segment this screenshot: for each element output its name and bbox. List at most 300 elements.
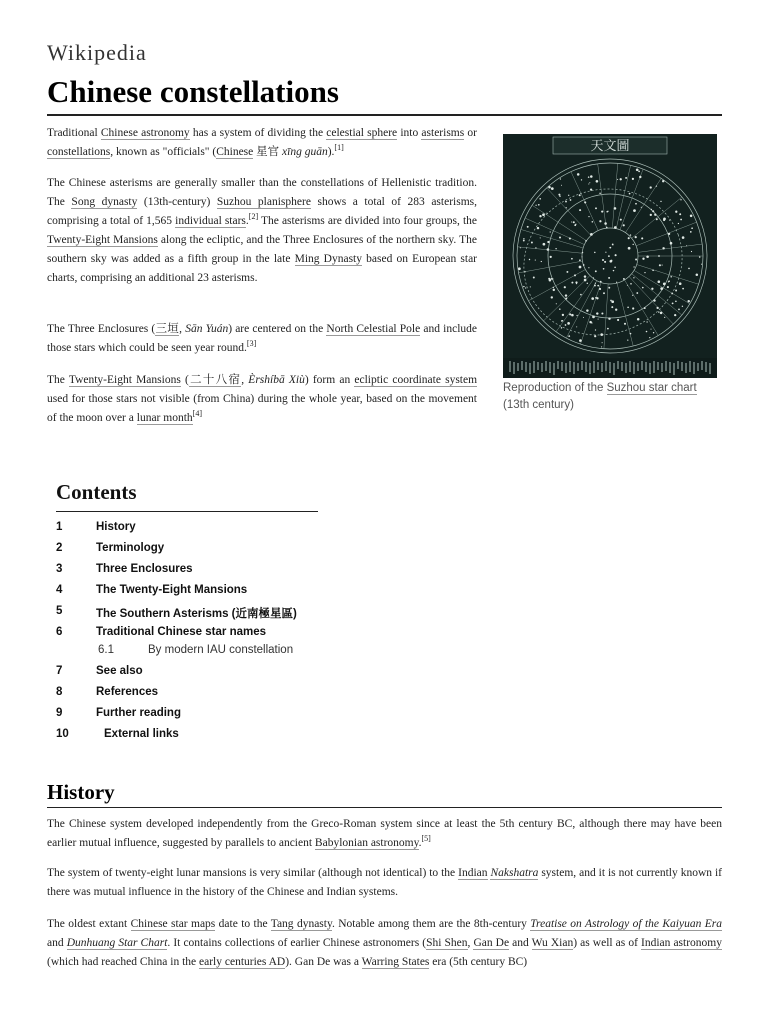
link-chinese-star-maps[interactable]: Chinese star maps [130, 918, 216, 930]
toc-item-terminology[interactable] [56, 539, 318, 560]
chart-star [690, 215, 693, 218]
link-warring-states[interactable]: Warring States [361, 956, 430, 968]
chart-star [597, 285, 599, 287]
chart-star [599, 220, 601, 222]
text: (13th-century) [137, 196, 217, 208]
chart-star [687, 300, 689, 302]
chart-star [642, 258, 644, 260]
chart-star [658, 255, 660, 257]
figure-caption [503, 380, 717, 414]
text: along the ecliptic, and the Three Enclosures of the northern sky. The southern sky was added as a fifth group in the late [47, 234, 477, 265]
chart-star [600, 333, 603, 336]
chart-star [615, 254, 617, 256]
chart-star [679, 213, 681, 215]
chart-inscription-mark [617, 361, 619, 369]
chart-star [660, 312, 663, 315]
chart-star [596, 312, 598, 314]
chart-star [678, 309, 680, 311]
chart-star [547, 248, 550, 251]
chart-star [603, 292, 605, 294]
chart-inscription-mark [685, 363, 687, 373]
chart-star [588, 183, 589, 184]
intro-paragraph-4 [47, 371, 477, 428]
chart-star [551, 296, 553, 298]
toc-item-references[interactable] [56, 683, 318, 704]
link-ecliptic-coordinate-system[interactable]: ecliptic coordinate system [354, 374, 478, 386]
chart-star [539, 198, 541, 200]
chart-star [541, 261, 542, 262]
chart-inscription-mark [621, 362, 623, 371]
text: , [179, 323, 186, 335]
chart-star [588, 176, 590, 178]
chart-star [653, 332, 654, 333]
chart-inscription-mark [701, 361, 703, 370]
chart-star [579, 266, 582, 269]
chart-star [595, 283, 596, 284]
link-ming-dynasty[interactable]: Ming Dynasty [294, 253, 363, 265]
toc-number: 5 [56, 605, 63, 617]
toc-item-external-links[interactable] [56, 725, 318, 746]
link-chinese-astronomy[interactable]: Chinese astronomy [100, 127, 190, 139]
chart-star [539, 215, 541, 217]
text: , known as "officials" ( [110, 146, 217, 158]
chart-star [535, 247, 536, 248]
toc-number: 4 [56, 584, 63, 596]
chart-star [690, 231, 692, 233]
chart-star [644, 307, 646, 309]
chart-star [656, 185, 657, 186]
chart-star [579, 194, 581, 196]
link-indian[interactable]: Indian [458, 867, 488, 879]
toc-subitem-iau-constellation[interactable] [56, 644, 318, 662]
chart-star [603, 268, 605, 270]
chart-star [668, 281, 669, 282]
link-gan-de[interactable]: Gan De [473, 937, 510, 949]
chart-star [571, 282, 573, 284]
toc-label[interactable]: Three Enclosures [96, 563, 193, 575]
chart-star [616, 282, 617, 283]
chart-star [592, 221, 594, 223]
chart-inscription-mark [601, 363, 603, 372]
chart-star [614, 267, 616, 269]
chart-star [595, 297, 597, 299]
chart-star [535, 205, 536, 206]
chart-inscription-mark [525, 362, 527, 372]
chart-star [674, 314, 676, 316]
chart-star [567, 322, 570, 325]
chart-star [589, 182, 590, 183]
chart-star [606, 211, 608, 213]
toc-number: 3 [56, 563, 63, 575]
chart-star [594, 335, 596, 337]
chart-star [561, 327, 562, 328]
intro-paragraph-2 [47, 174, 477, 288]
link-suzhou-star-chart[interactable]: Suzhou star chart [606, 382, 697, 394]
chart-inscription-mark [557, 361, 559, 369]
chart-star [646, 331, 648, 333]
link-twenty-eight-mansions-2[interactable]: Twenty-Eight Mansions [68, 374, 181, 386]
chart-star [564, 286, 566, 288]
toc-label[interactable]: Terminology [96, 542, 165, 554]
chart-star [601, 346, 602, 347]
chart-inscription-mark [689, 361, 691, 372]
text: The system of twenty-eight lunar mansions is very similar (although not identical) to the [47, 867, 459, 879]
link-twenty-eight-mansions[interactable]: Twenty-Eight Mansions [47, 234, 158, 246]
reference-link[interactable]: [4] [192, 409, 202, 419]
chart-star [581, 179, 582, 180]
chart-star [561, 185, 562, 186]
text: and [47, 937, 67, 949]
link-treatise-kaiyuan[interactable]: Treatise on Astrology of the Kaiyuan Era [530, 918, 722, 930]
toc-number: 7 [56, 665, 63, 677]
chart-star [672, 302, 674, 304]
chart-inscription-mark [697, 363, 699, 371]
chart-star [523, 238, 524, 239]
chart-star [553, 287, 554, 288]
toc-number: 1 [56, 521, 63, 533]
chart-star [547, 241, 549, 243]
chart-star [652, 210, 654, 212]
chart-star [613, 270, 614, 271]
chart-star [550, 231, 551, 232]
chart-star [667, 286, 669, 288]
link-north-celestial-pole[interactable]: North Celestial Pole [326, 323, 421, 335]
chart-inscription-mark [665, 361, 667, 371]
chart-star [579, 259, 581, 261]
chart-star [579, 339, 582, 342]
text: The asterisms are divided into four groups, the [258, 215, 477, 227]
chart-star [624, 323, 626, 325]
chart-star [669, 220, 670, 221]
chart-star [599, 288, 601, 290]
chart-star [518, 267, 521, 270]
link-early-centuries-ad[interactable]: early centuries AD [199, 956, 286, 968]
chart-star [570, 199, 572, 201]
chart-star [608, 255, 610, 257]
chart-inscription-mark [681, 362, 683, 371]
chart-star [678, 223, 679, 224]
chart-star [609, 247, 611, 249]
toc-item-twenty-eight-mansions[interactable] [56, 581, 318, 602]
toc-item-history[interactable] [56, 518, 318, 539]
chart-inscription-mark [589, 363, 591, 374]
chart-star [699, 256, 701, 258]
star-chart-drawing [503, 134, 717, 378]
chart-star [566, 207, 567, 208]
text: ) as well as of [573, 937, 641, 949]
reference-link[interactable]: [5] [421, 834, 431, 844]
chart-inscription-mark [585, 362, 587, 372]
chart-star [537, 227, 539, 229]
link-song-dynasty[interactable]: Song dynasty [71, 196, 138, 208]
chart-star [670, 276, 672, 278]
chart-star [538, 204, 540, 206]
chart-star [656, 218, 658, 220]
chart-star [632, 307, 634, 309]
link-tang-dynasty[interactable]: Tang dynasty [270, 918, 332, 930]
chart-star [651, 209, 652, 210]
text: shows a total of 283 asterisms, comprising a total of 1,565 [47, 196, 477, 227]
chart-star [641, 237, 643, 239]
toc-label[interactable]: References [96, 686, 159, 698]
chart-star [658, 280, 661, 283]
chart-star [658, 311, 659, 312]
reference-link[interactable]: [1] [334, 143, 344, 153]
text: into [397, 127, 422, 139]
chart-star [663, 218, 666, 221]
chart-inscription-mark [633, 362, 635, 374]
toc-label[interactable]: The Southern Asterisms (近南極星區) [96, 608, 297, 620]
reference-link[interactable]: [2] [248, 212, 259, 222]
chart-star [659, 264, 661, 266]
link-lunar-month[interactable]: lunar month [136, 412, 193, 424]
chart-star [524, 271, 525, 272]
chart-star [595, 270, 597, 272]
history-paragraph-3 [47, 915, 722, 972]
chart-star [646, 321, 647, 322]
toc-number: 6.1 [98, 644, 114, 656]
reference-link[interactable]: [3] [246, 339, 257, 349]
chart-inscription-mark [641, 361, 643, 370]
chart-star [612, 244, 613, 245]
chart-inscription-mark [653, 361, 655, 373]
chart-star [630, 283, 632, 285]
chart-star [591, 322, 592, 323]
chart-star [611, 306, 613, 308]
text: The Chinese asterisms are generally smaller than the constellations of Hellenistic tradition. The [47, 177, 477, 208]
toc-item-see-also[interactable] [56, 662, 318, 683]
toc-item-star-names[interactable] [56, 623, 318, 644]
link-asterisms[interactable]: asterisms [421, 127, 465, 139]
link-chinese[interactable]: Chinese [216, 146, 254, 158]
chart-star [630, 234, 631, 235]
link-individual-stars[interactable]: individual stars [175, 215, 246, 227]
toc-item-further-reading[interactable] [56, 704, 318, 725]
link-indian-astronomy[interactable]: Indian astronomy [640, 937, 722, 949]
chart-inscription-mark [609, 362, 611, 373]
chart-star [584, 279, 587, 282]
chart-star [628, 247, 631, 250]
chart-star [576, 283, 577, 284]
text: used for those stars not visible (from China) during the whole year, based on the movement of the moon over a [47, 393, 477, 424]
toc-label[interactable]: Further reading [96, 707, 181, 719]
chart-inscription-mark [581, 361, 583, 370]
intro-paragraph-1 [47, 124, 477, 162]
chart-star [652, 269, 654, 271]
chart-star [675, 301, 677, 303]
toc-number: 10 [56, 728, 69, 740]
chart-star [632, 295, 633, 296]
link-babylonian-astronomy[interactable]: Babylonian astronomy [314, 837, 419, 849]
chart-star [565, 324, 567, 326]
chart-star [576, 315, 577, 316]
chart-star [594, 285, 596, 287]
chart-star [623, 278, 625, 280]
text: The oldest extant [47, 918, 131, 930]
chart-inscription-mark [673, 363, 675, 375]
text: era (5th century BC) [429, 956, 528, 968]
chart-star [582, 252, 583, 253]
chart-inscription-mark [549, 362, 551, 373]
chart-inscription-mark [645, 362, 647, 372]
chart-star [662, 265, 663, 266]
chart-inscription-mark [529, 363, 531, 374]
chart-inscription-mark [661, 363, 663, 372]
chart-star [571, 221, 572, 222]
chart-star [668, 233, 670, 235]
chart-star [552, 278, 553, 279]
toc-label[interactable]: The Twenty-Eight Mansions [96, 584, 248, 596]
chart-star [542, 213, 545, 216]
toc-number: 8 [56, 686, 63, 698]
chart-star [594, 252, 596, 254]
chart-star [606, 227, 608, 229]
link-wu-xian[interactable]: Wu Xian [531, 937, 574, 949]
chart-star [636, 292, 638, 294]
chart-star [617, 319, 619, 321]
chart-star [546, 213, 547, 214]
chart-star [627, 339, 628, 340]
text: . [245, 215, 249, 227]
chart-star [584, 201, 586, 203]
text: system, and it is not currently known if there was mutual influence in the history of the Chinese and Indian systems. [47, 867, 722, 898]
chart-star [575, 224, 576, 225]
toc-label[interactable]: See also [96, 665, 143, 677]
chart-star [671, 293, 673, 295]
chart-star [675, 290, 677, 292]
text: ) are centered on the [228, 323, 327, 335]
chart-star [555, 248, 556, 249]
star-chart-figure [503, 134, 717, 414]
chart-star [686, 245, 687, 246]
chart-star [565, 298, 567, 300]
text: 星官 [253, 146, 283, 158]
toc-label[interactable]: External links [104, 728, 179, 740]
chart-star [523, 240, 525, 242]
chart-star [615, 309, 617, 311]
chart-star [548, 186, 551, 189]
chart-inscription-mark [509, 361, 511, 372]
chart-star [562, 320, 564, 322]
wikipedia-logo[interactable]: Wikipedia [47, 40, 147, 65]
chart-star [682, 306, 683, 307]
chart-star [609, 260, 612, 263]
text: or [464, 127, 477, 139]
chart-star [639, 176, 641, 178]
chart-inscription-mark [605, 361, 607, 371]
chart-inscription-mark [677, 361, 679, 369]
chart-inscription-mark [561, 362, 563, 371]
chart-star [520, 247, 521, 248]
chart-star [592, 316, 595, 319]
chart-inscription-mark [593, 361, 595, 373]
toc-item-southern-asterisms[interactable] [56, 602, 318, 623]
link-shi-shen[interactable]: Shi Shen [426, 937, 468, 949]
chart-star [654, 214, 656, 216]
text: and [509, 937, 532, 949]
chart-star [641, 207, 642, 208]
link-san-yuan[interactable]: 三垣 [155, 323, 180, 335]
chart-star [633, 209, 636, 212]
chart-star [573, 221, 575, 223]
chart-star [649, 337, 650, 338]
chart-star [682, 288, 684, 290]
toc-number: 9 [56, 707, 63, 719]
toc-label[interactable]: History [96, 521, 136, 533]
text: . It contains collections of earlier Chinese astronomers ( [167, 937, 427, 949]
chart-star [701, 264, 702, 265]
text: The Chinese system developed independently from the Greco-Roman system since at least the 5th century BC, although there may have been earlier mutual influence, suggested by parallels to ancient [47, 818, 722, 849]
chart-star [590, 233, 593, 236]
toc-title: Contents [56, 480, 318, 512]
chart-star [696, 273, 699, 276]
chart-star [548, 278, 550, 280]
chart-star [596, 180, 599, 183]
text: , [241, 374, 249, 386]
chart-star [635, 259, 637, 261]
caption-text: (13th century) [503, 399, 574, 411]
chart-inscription-mark [693, 362, 695, 374]
chart-inscription-mark [553, 363, 555, 375]
chart-star [583, 264, 585, 266]
toc-item-three-enclosures[interactable] [56, 560, 318, 581]
link-nakshatra[interactable]: Nakshatra [490, 867, 539, 879]
chart-star [565, 294, 567, 296]
chart-star [583, 317, 584, 318]
chart-star [585, 240, 587, 242]
chart-star [614, 207, 617, 210]
chart-star [588, 216, 589, 217]
history-paragraph-1 [47, 815, 722, 853]
chart-star [601, 312, 603, 314]
chart-star [688, 268, 690, 270]
toc-label[interactable]: Traditional Chinese star names [96, 626, 267, 638]
toc-label[interactable]: By modern IAU constellation [148, 644, 294, 656]
italic-text: Sān Yuán [185, 323, 229, 335]
chart-inscription-mark [625, 363, 627, 373]
history-paragraph-2 [47, 864, 722, 902]
chart-star [660, 201, 661, 202]
chart-star [691, 227, 693, 229]
suzhou-star-chart-image[interactable] [503, 134, 717, 378]
text: . [418, 837, 422, 849]
chart-star [632, 178, 634, 180]
chart-star [543, 243, 546, 246]
link-celestial-sphere[interactable]: celestial sphere [326, 127, 398, 139]
link-ershiba-xiu[interactable]: 二十八宿 [188, 374, 242, 386]
chart-star [565, 201, 567, 203]
chart-star [680, 199, 681, 200]
link-suzhou-planisphere[interactable]: Suzhou planisphere [216, 196, 311, 208]
link-dunhuang-star-chart[interactable]: Dunhuang Star Chart [66, 937, 168, 949]
chart-star [610, 300, 612, 302]
chart-inscription-mark [629, 361, 631, 372]
link-constellations[interactable]: constellations [47, 146, 111, 158]
text: ( [180, 374, 189, 386]
text: The [47, 374, 69, 386]
chart-star [604, 222, 607, 225]
chart-star [662, 247, 664, 249]
italic-text: xīng guān [282, 146, 328, 158]
chart-star [620, 178, 622, 180]
chart-star [637, 318, 640, 321]
chart-star [650, 214, 652, 216]
chart-star [646, 255, 649, 258]
chart-star [660, 287, 663, 290]
chart-star [601, 211, 603, 213]
chart-star [533, 277, 535, 279]
italic-text: Èrshíbā Xiù [248, 374, 305, 386]
